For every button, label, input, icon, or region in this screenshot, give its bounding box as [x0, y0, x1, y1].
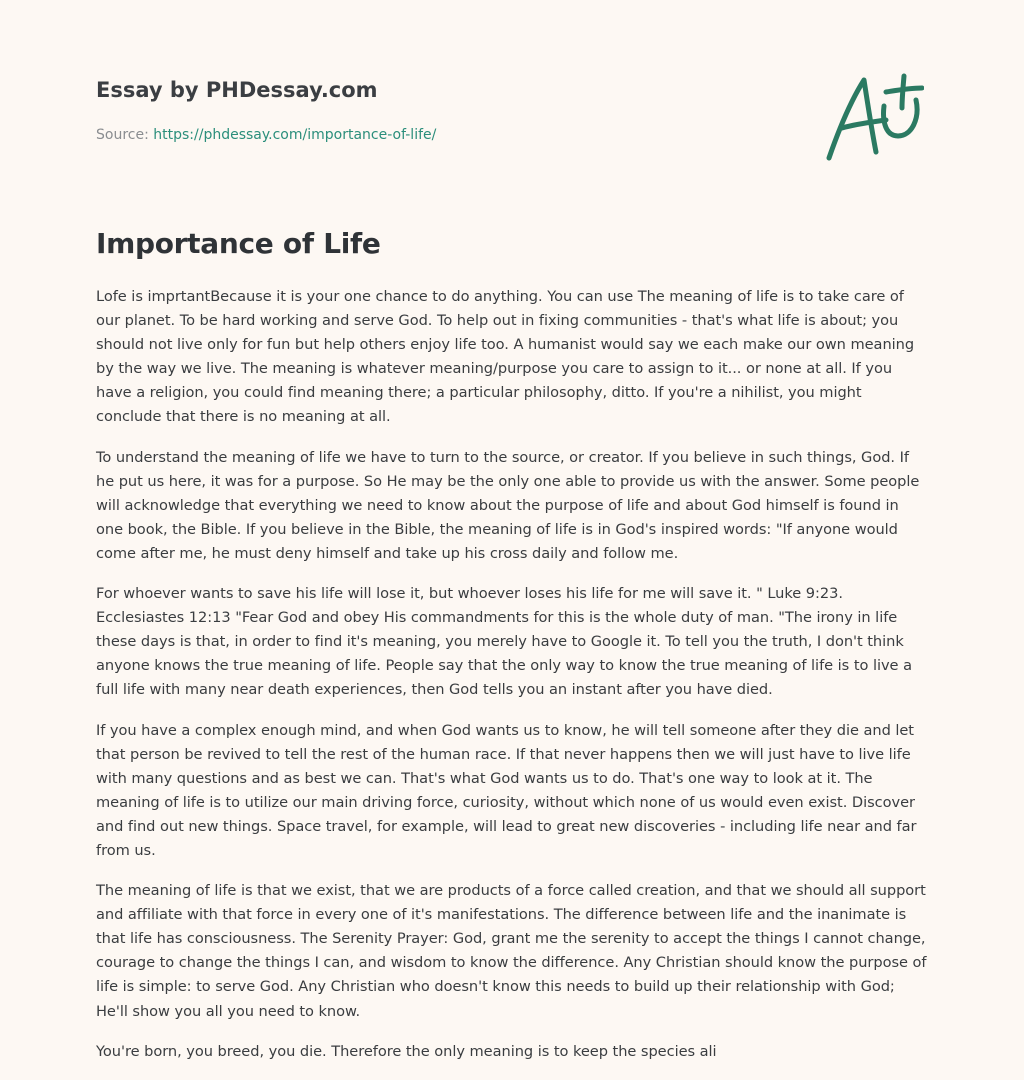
a-plus-logo [824, 70, 924, 164]
paragraph: If you have a complex enough mind, and when God wants us to know, he will tell someone after they die and let that person be revived to tell the rest of the human race. If that never happens then we will just have to live life with many questions and as best we can. That's what God wants us to do. That's one way to look at it. The meaning of life is to utilize our main driving force, curiosity, without which none of us would even exist. Discover and find out new things. Space travel, for example, will lead to great new discoveries - including life near and far from us. [96, 721, 917, 859]
article-body [96, 285, 928, 1080]
header [96, 76, 816, 145]
site-title: Essay by PHDessay.com [96, 78, 378, 102]
source-label: Source: [96, 127, 149, 143]
paragraph: To understand the meaning of life we have to turn to the source, or creator. If you believe in such things, God. If he put us here, it was for a purpose. So He may be the only one able to provide us with the answer. Some people will acknowledge that everything we need to know about the purpose of life and about God himself is found in one book, the Bible. If you believe in the Bible, the meaning of life is in God's inspired words: "If anyone would come after me, he must deny himself and take up his cross daily and follow me. [96, 448, 920, 562]
paragraph: The meaning of life is that we exist, that we are products of a force called creation, and that we should all support and affiliate with that force in every one of it's manifestations. The difference between life and the inanimate is that life has consciousness. The Serenity Prayer: God, grant me the serenity to accept the things I cannot change, courage to change the things I can, and wisdom to know the difference. Any Christian should know the purpose of life is simple: to serve God. Any Christian who doesn't know this needs to build up their relationship with God; He'll show you all you need to know. [96, 882, 927, 1020]
source-link[interactable]: https://phdessay.com/importance-of-life/ [153, 127, 437, 143]
source-line [96, 125, 816, 145]
article-title: Importance of Life [96, 227, 381, 260]
paragraph: Lofe is imprtantBecause it is your one chance to do anything. You can use The meaning of life is to take care of our planet. To be hard working and serve God. To help out in fixing communities - that's what life is about; you should not live only for fun but help others enjoy life too. A humanist would say we each make our own meaning by the way we live. The meaning is whatever meaning/purpose you care to assign to it... or none at all. If you have a religion, you could find meaning there; a particular philosophy, ditto. If you're a nihilist, you might conclude that there is no meaning at all. [96, 288, 915, 426]
a-plus-logo-icon [824, 70, 924, 164]
paragraph: For whoever wants to save his life will lose it, but whoever loses his life for me will save it. " Luke 9:23. Ecclesiastes 12:13 "Fear God and obey His commandments for this is the whole duty of man. "The irony in life these days is that, in order to find it's meaning, you merely have to Google it. To tell you the truth, I don't think anyone knows the true meaning of life. People say that the only way to know the true meaning of life is to live a full life with many near death experiences, then God tells you an instant after you have died. [96, 585, 912, 699]
paragraph: You're born, you breed, you die. Therefore the only meaning is to keep the species ali [96, 1042, 717, 1060]
